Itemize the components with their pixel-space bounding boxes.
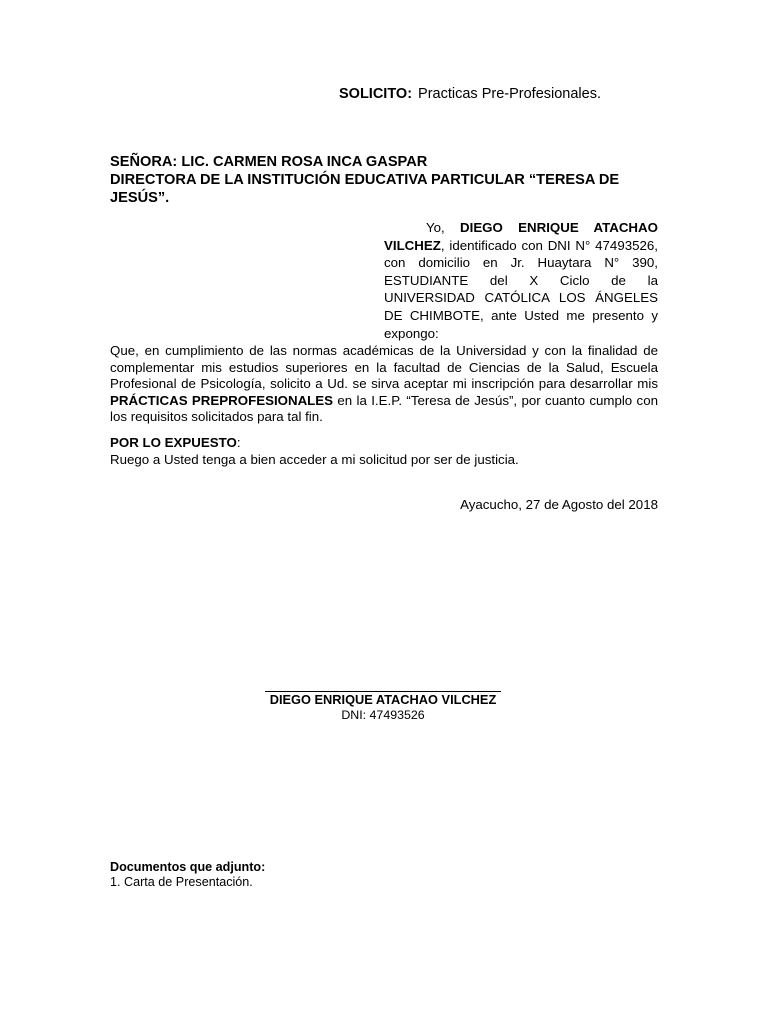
addressee-title-cont: JESÚS”. xyxy=(110,190,170,206)
date-line: Ayacucho, 27 de Agosto del 2018 xyxy=(460,497,658,512)
request-text-before: Que, en cumplimiento de las normas académicas de la Universidad y con la finalidad de complementar mis estudios superiores en la facultad de Ciencias de la Salud, Escuela Profesional de Psicología, solicito a Ud. se sirva aceptar mi inscripción para desarrollar mis xyxy=(110,343,658,391)
closing-block xyxy=(110,435,658,468)
signature-name: DIEGO ENRIQUE ATACHAO VILCHEZ xyxy=(269,692,497,707)
addressee-title: DIRECTORA DE LA INSTITUCIÓN EDUCATIVA PARTICULAR “TERESA DE xyxy=(110,172,620,188)
closing-title: POR LO EXPUESTO xyxy=(110,435,237,450)
intro-rest: , identificado con DNI N° 47493526, con domicilio en Jr. Huaytara N° 390, ESTUDIANTE del X Ciclo de la UNIVERSIDAD CATÓLICA LOS ÁNGELES DE CHIMBOTE, ante Usted me presento y expongo: xyxy=(384,237,658,341)
request-emphasis: PRÁCTICAS PREPROFESIONALES xyxy=(110,392,334,408)
attachment-item: 1. Carta de Presentación. xyxy=(110,874,253,889)
request-text-after: en la I.E.P. “Teresa de Jesús”, por cuanto cumplo con los requisitos solicitados para tal fin. xyxy=(110,392,658,424)
attachments-title: Documentos que adjunto: xyxy=(110,860,266,874)
closing-text: Ruego a Usted tenga a bien acceder a mi solicitud por ser de justicia. xyxy=(110,451,519,467)
closing-colon: : xyxy=(236,435,241,450)
subject-label: SOLICITO: xyxy=(339,86,413,102)
intro-prefix: Yo, xyxy=(426,220,445,235)
request-paragraph xyxy=(110,343,658,426)
signature-dni: DNI: 47493526 xyxy=(341,708,425,722)
intro-name: DIEGO ENRIQUE ATACHAO VILCHEZ xyxy=(384,220,658,253)
addressee-block xyxy=(110,153,658,207)
intro-paragraph xyxy=(384,219,658,342)
subject-line xyxy=(339,86,601,102)
attachments-block xyxy=(110,860,658,889)
subject-value: Practicas Pre-Profesionales. xyxy=(418,86,601,102)
addressee-name: SEÑORA: LIC. CARMEN ROSA INCA GASPAR xyxy=(110,154,428,170)
